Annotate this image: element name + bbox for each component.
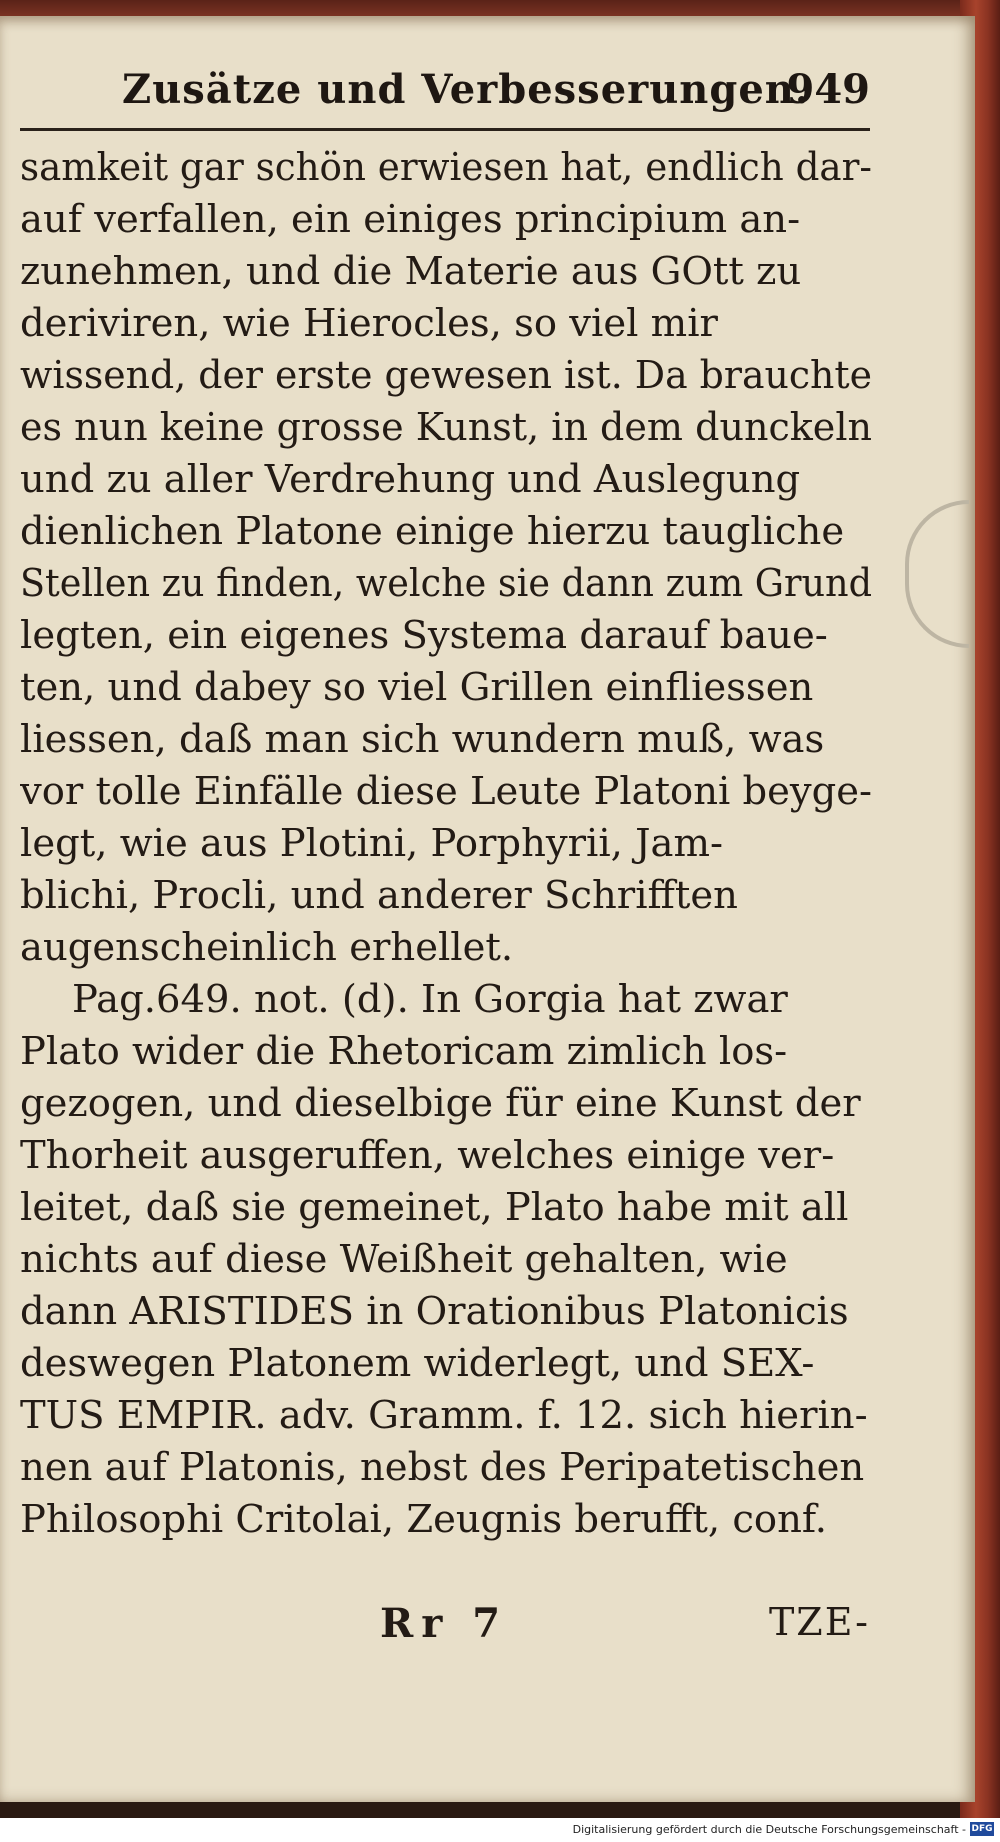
text-line: Stellen zu finden, welche sie dann zum Grund bbox=[20, 561, 872, 606]
text-line: Thorheit ausgeruffen, welches einige ver- bbox=[20, 1133, 835, 1178]
dfg-logo: DFG bbox=[971, 1824, 993, 1834]
text-line: TUS EMPIR. adv. Gramm. f. 12. sich hierin- bbox=[20, 1393, 868, 1438]
text-line: ten, und dabey so viel Grillen einfliessen bbox=[20, 665, 814, 710]
text-line: nichts auf diese Weißheit gehalten, wie bbox=[20, 1237, 788, 1282]
text-line: dann ARISTIDES in Orationibus Platonicis bbox=[20, 1289, 849, 1334]
text-line: legt, wie aus Plotini, Porphyrii, Jam- bbox=[20, 821, 724, 866]
running-head bbox=[110, 62, 870, 124]
text-line: es nun keine grosse Kunst, in dem dunckeln bbox=[20, 405, 872, 450]
signature-mark: Rr 7 bbox=[380, 1600, 509, 1647]
text-line: und zu aller Verdrehung und Auslegung bbox=[20, 457, 801, 502]
text-line: deswegen Platonem widerlegt, und SEX- bbox=[20, 1341, 815, 1386]
text-line: leitet, daß sie gemeinet, Plato habe mit all bbox=[20, 1185, 849, 1230]
text-line: deriviren, wie Hierocles, so viel mir bbox=[20, 301, 718, 346]
text-line: liessen, daß man sich wundern muß, was bbox=[20, 717, 825, 762]
text-line: Pag.649. not. (d). In Gorgia hat zwar bbox=[72, 977, 788, 1022]
text-line: zunehmen, und die Materie aus GOtt zu bbox=[20, 249, 802, 294]
text-line: gezogen, und dieselbige für eine Kunst der bbox=[20, 1081, 861, 1126]
text-line: augenscheinlich erhellet. bbox=[20, 925, 514, 970]
running-head-title: Zusätze und Verbesserungen. bbox=[122, 66, 810, 113]
page-number: 949 bbox=[786, 66, 870, 113]
text-line: blichi, Procli, und anderer Schrifften bbox=[20, 873, 738, 918]
body-text bbox=[20, 142, 872, 1546]
text-line: auf verfallen, ein einiges principium an- bbox=[20, 197, 801, 242]
text-line: dienlichen Platone einige hierzu taugliche bbox=[20, 509, 845, 554]
footer-credit: Digitalisierung gefördert durch die Deutsche Forschungsgemeinschaft - bbox=[572, 1823, 966, 1836]
text-line: Plato wider die Rhetoricam zimlich los- bbox=[20, 1029, 788, 1074]
text-line: Philosophi Critolai, Zeugnis berufft, conf. bbox=[20, 1497, 827, 1542]
text-line: nen auf Platonis, nebst des Peripatetischen bbox=[20, 1445, 865, 1490]
text-line: wissend, der erste gewesen ist. Da brauchte bbox=[20, 353, 872, 398]
text-line: legten, ein eigenes Systema darauf baue- bbox=[20, 613, 828, 658]
text-line: vor tolle Einfälle diese Leute Platoni beyge- bbox=[20, 769, 872, 814]
catchword: TZE- bbox=[768, 1600, 870, 1644]
text-line: samkeit gar schön erwiesen hat, endlich dar- bbox=[20, 145, 872, 190]
head-rule bbox=[20, 128, 870, 131]
